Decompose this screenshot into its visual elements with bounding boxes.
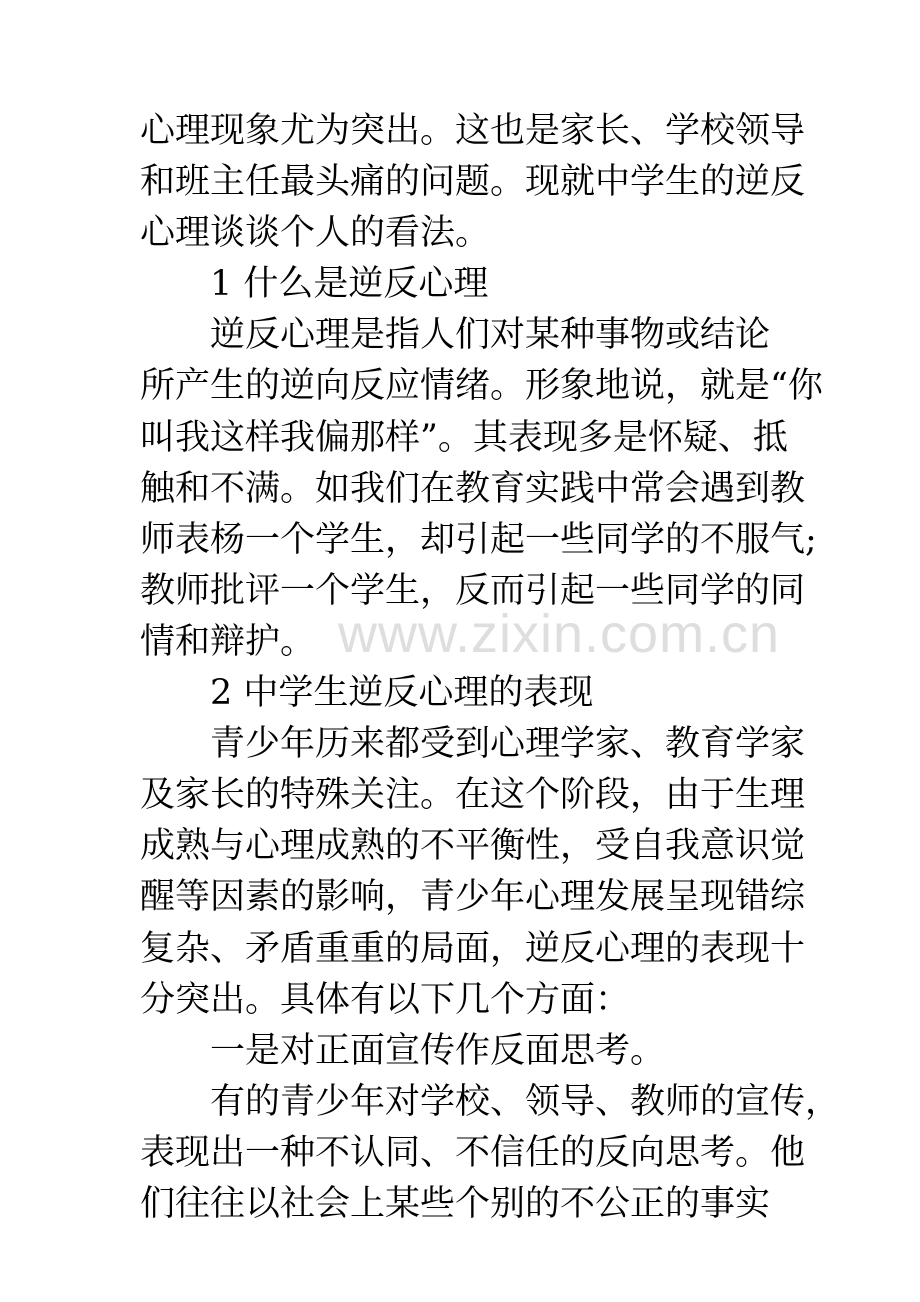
section-heading-1: 1 什么是逆反心理 — [210, 264, 489, 305]
text-line: 表现出一种不认同、不信任的反向思考。他 — [140, 1132, 806, 1173]
text-line: 心理现象尤为突出。这也是家长、学校领导 — [140, 111, 806, 151]
paragraph-start: 有的青少年对学校、领导、教师的宣传， — [210, 1081, 841, 1122]
paragraph-start: 青少年历来都受到心理学家、教育学家 — [210, 724, 806, 765]
text-line: 情和辩护。 — [140, 621, 316, 662]
text-line: 所产生的逆向反应情绪。形象地说，就是“你 — [140, 366, 823, 407]
text-line: 和班主任最头痛的问题。现就中学生的逆反 — [140, 162, 806, 203]
section-heading-2: 2 中学生逆反心理的表现 — [210, 673, 594, 714]
text-line: 复杂、矛盾重重的局面，逆反心理的表现十 — [140, 928, 806, 969]
document-text-body — [140, 106, 841, 1230]
watermark: www.zixin.com.cn — [338, 604, 781, 664]
text-line: 们往往以社会上某些个别的不公正的事实 — [140, 1183, 771, 1224]
text-line: 及家长的特殊关注。在这个阶段，由于生理 — [140, 775, 806, 816]
text-line: 教师批评一个学生，反而引起一些同学的同 — [140, 570, 806, 611]
text-line: 叫我这样我偏那样”。其表现多是怀疑、抵 — [140, 417, 788, 458]
text-line: 师表杨一个学生，却引起一些同学的不服气; — [140, 519, 817, 560]
paragraph-start: 逆反心理是指人们对某种事物或结论 — [210, 315, 771, 356]
subsection-heading: 一是对正面宣传作反面思考。 — [210, 1030, 666, 1071]
text-line: 心理谈谈个人的看法。 — [140, 213, 491, 254]
text-line: 分突出。具体有以下几个方面： — [140, 979, 631, 1020]
text-line: 醒等因素的影响，青少年心理发展呈现错综 — [140, 877, 806, 918]
text-line: 触和不满。如我们在教育实践中常会遇到教 — [140, 468, 806, 509]
text-line: 成熟与心理成熟的不平衡性，受自我意识觉 — [140, 826, 806, 867]
